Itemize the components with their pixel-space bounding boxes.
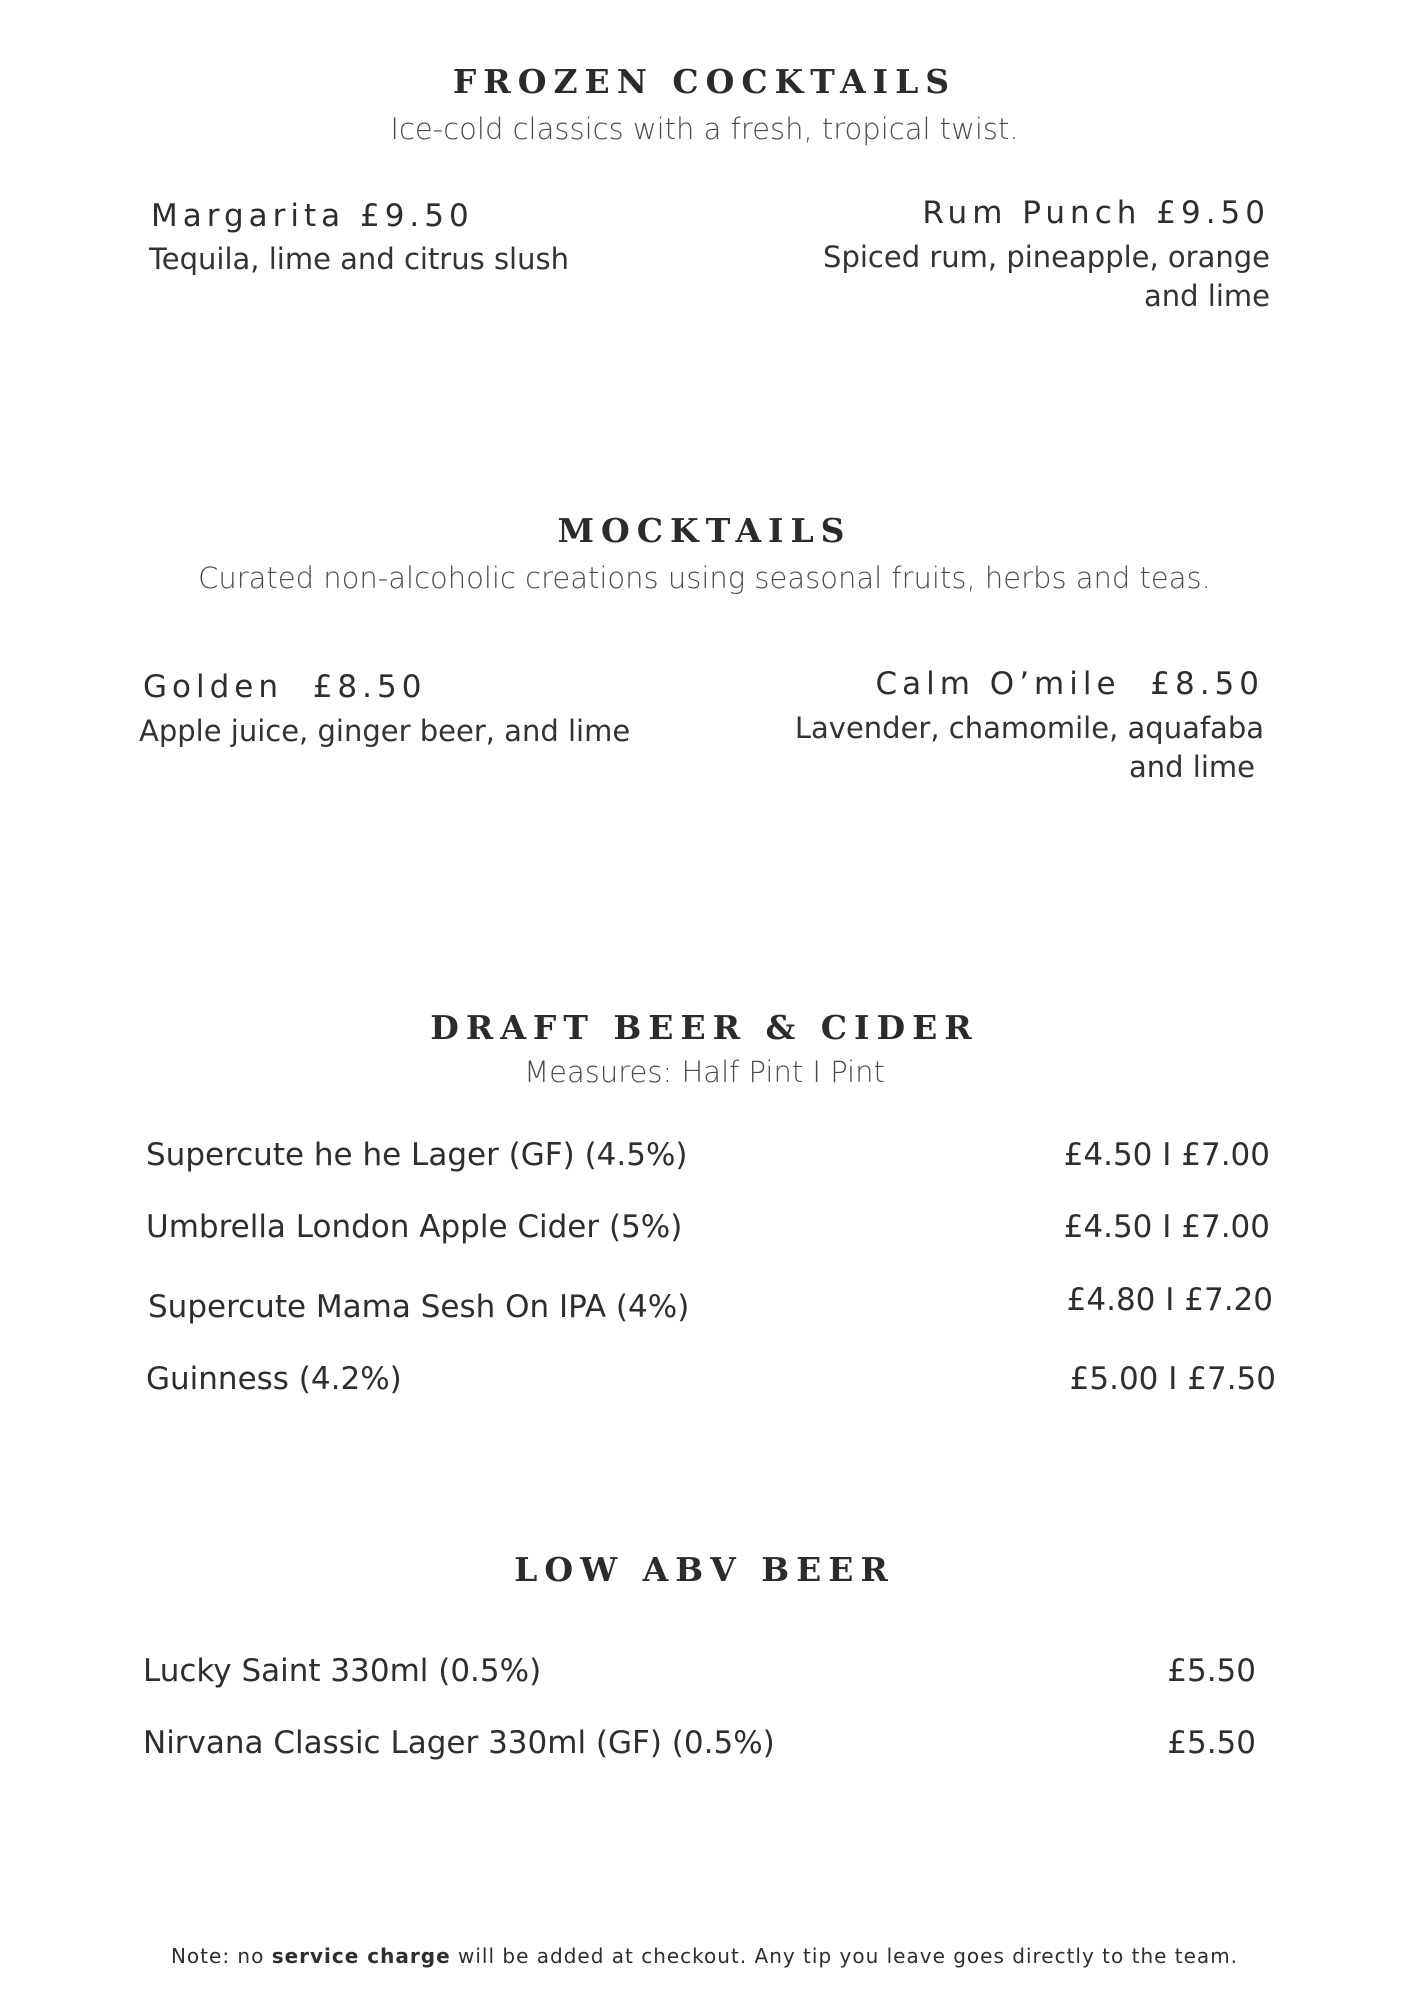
section-subtitle-frozen-cocktails: Ice-cold classics with a fresh, tropical twist. (390, 112, 1019, 146)
section-title-mocktails: MOCKTAILS (557, 511, 852, 550)
menu-item-name-golden: Golden £8.50 (143, 669, 427, 705)
footer-note-bold: service charge (271, 1944, 451, 1968)
menu-item-desc-calm-omile-line1: Lavender, chamomile, aquafaba (794, 711, 1264, 745)
footer-note-suffix: will be added at checkout. Any tip you leave goes directly to the team. (450, 1944, 1239, 1968)
drink-row-name: Nirvana Classic Lager 330ml (GF) (0.5%) (143, 1725, 775, 1761)
menu-item-desc-calm-omile-line2: and lime (1129, 750, 1255, 784)
menu-item-name-calm-omile: Calm O’mile £8.50 (875, 666, 1264, 702)
drink-row-name: Supercute Mama Sesh On IPA (4%) (148, 1289, 690, 1325)
drink-row-price: £4.50 I £7.00 (1063, 1137, 1270, 1173)
footer-note (0, 1944, 1409, 1968)
section-title-low-abv-beer: LOW ABV BEER (514, 1550, 895, 1589)
drink-row-name: Supercute he he Lager (GF) (4.5%) (146, 1137, 688, 1173)
drink-row-price: £4.80 I £7.20 (1066, 1282, 1273, 1318)
section-subtitle-draft-measures: Measures: Half Pint I Pint (524, 1055, 885, 1089)
menu-item-name-rum-punch: Rum Punch £9.50 (922, 195, 1270, 231)
drink-row-name: Lucky Saint 330ml (0.5%) (143, 1653, 542, 1689)
section-subtitle-mocktails: Curated non-alcoholic creations using seasonal fruits, herbs and teas. (198, 561, 1211, 595)
drink-row-price: £5.00 I £7.50 (1069, 1361, 1276, 1397)
drink-row-price: £5.50 (1167, 1653, 1256, 1689)
section-title-frozen-cocktails: FROZEN COCKTAILS (452, 62, 957, 101)
menu-item-desc-rum-punch-line2: and lime (1144, 279, 1270, 313)
drink-row-name: Guinness (4.2%) (146, 1361, 402, 1397)
menu-item-desc-golden: Apple juice, ginger beer, and lime (139, 714, 631, 748)
menu-item-desc-margarita: Tequila, lime and citrus slush (149, 242, 569, 276)
drink-row-name: Umbrella London Apple Cider (5%) (146, 1209, 683, 1245)
menu-item-name-margarita: Margarita £9.50 (151, 198, 474, 234)
footer-note-prefix: Note: no (170, 1944, 272, 1968)
section-title-draft-beer-cider: DRAFT BEER & CIDER (430, 1008, 979, 1047)
drink-row-price: £5.50 (1167, 1725, 1256, 1761)
menu-item-desc-rum-punch-line1: Spiced rum, pineapple, orange (823, 240, 1270, 274)
drink-row-price: £4.50 I £7.00 (1063, 1209, 1270, 1245)
